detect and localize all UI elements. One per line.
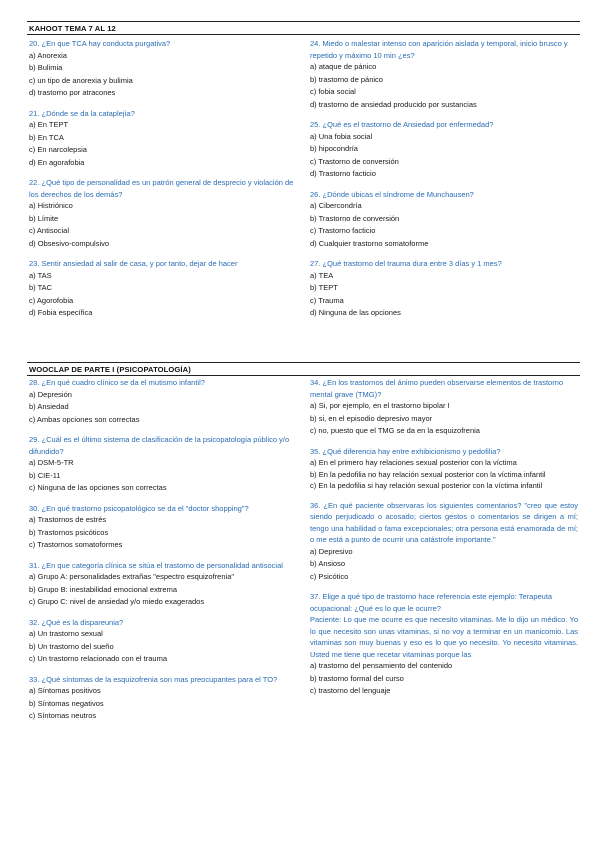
question-30 bbox=[29, 503, 297, 552]
question-text: 30. ¿En qué trastorno psicopatológico se da el "doctor shopping"? bbox=[29, 503, 249, 513]
option: c) trastorno del lenguaje bbox=[310, 686, 391, 695]
option: b) hipocondría bbox=[310, 144, 358, 153]
option: d) Obsesivo-compulsivo bbox=[29, 238, 110, 248]
option: c) Trastorno de conversión bbox=[310, 156, 399, 166]
question-23 bbox=[29, 258, 297, 320]
option: d) Ninguna de las opciones bbox=[310, 308, 401, 317]
question-36 bbox=[310, 500, 578, 584]
question-29 bbox=[29, 434, 297, 495]
option: a) Histriónico bbox=[29, 201, 73, 210]
option: a) Depresión bbox=[29, 389, 72, 399]
option: c) Trastorno facticio bbox=[310, 226, 376, 235]
question-text: 24. Miedo o malestar intenso con aparición aislada y temporal, inicio brusco y repetido y máximo 10 min ¿es? bbox=[310, 39, 568, 60]
section-title-wooclap: WOOCLAP DE PARTE I (PSICOPATOLOGÍA) bbox=[29, 365, 191, 374]
question-text: 31. ¿En que categoría clínica se sitúa el trastorno de personalidad antisocial bbox=[29, 560, 283, 570]
question-text: 37. Elige a qué tipo de trastorno hace referencia este ejemplo: Terapeuta ocupacional: ¿Qué es lo que le ocurre? bbox=[310, 592, 553, 613]
option: d) trastorno de ansiedad producido por sustancias bbox=[310, 99, 477, 109]
question-text: 25. ¿Qué es el trastorno de Ansiedad por enfermedad? bbox=[310, 120, 494, 129]
option: a) Una fobia social bbox=[310, 131, 373, 141]
question-text: 21. ¿Dónde se da la cataplejía? bbox=[29, 108, 135, 118]
option: a) ataque de pánico bbox=[310, 62, 377, 71]
option: a) Cibercondría bbox=[310, 201, 362, 210]
option: b) si, en el episodio depresivo mayor bbox=[310, 413, 433, 423]
question-28 bbox=[29, 377, 297, 426]
question-text: 32. ¿Qué es la dispareunia? bbox=[29, 617, 124, 627]
option: c) Antisocial bbox=[29, 226, 70, 235]
question-25 bbox=[310, 119, 578, 181]
question-20 bbox=[29, 38, 297, 100]
option: c) Grupo C: nivel de ansiedad y/o miedo exagerados bbox=[29, 597, 205, 606]
question-31 bbox=[29, 560, 297, 609]
option: b) trastorno de pánico bbox=[310, 74, 383, 84]
question-text: 36. ¿En qué paciente observaras los siguientes comentarios? "creo que estoy siendo perjudicado o acosado; ciertos gestos o comentarios se dirigen a mí; tengo una habilidad o fama excepcionales; otra persona está enamorada de mí; o me está a punto de ocurrir una catástrofe importante." bbox=[310, 500, 578, 544]
dialogue-text: Paciente: Lo que me ocurre es que necesito vitaminas. Me lo dijo un médico. Yo lo que necesito son unas vitaminas, si no voy a terminar en un manicomio. Las vitaminas son muy buenas y eso es lo que yo necesito. Yo necesito vitaminas. Usted me tiene que recetar vitaminas porque las bbox=[310, 615, 578, 659]
question-21 bbox=[29, 108, 297, 170]
question-26 bbox=[310, 189, 578, 251]
option: a) DSM-5-TR bbox=[29, 458, 74, 467]
option: c) Trauma bbox=[310, 295, 344, 305]
question-text: 28. ¿En qué cuadro clínico se da el mutismo infantil? bbox=[29, 378, 205, 387]
option: a) Síntomas positivos bbox=[29, 686, 101, 695]
question-text: 20. ¿En que TCA hay conducta purgativa? bbox=[29, 39, 171, 48]
option: b) Trastorno de conversión bbox=[310, 213, 400, 223]
option: b) En la pedofilia no hay relación sexual posterior con la víctima infantil bbox=[310, 469, 546, 479]
option: b) Síntomas negativos bbox=[29, 698, 104, 708]
question-24 bbox=[310, 38, 578, 111]
option: b) TAC bbox=[29, 283, 53, 292]
section2-right-column bbox=[310, 377, 578, 706]
option: c) Psicótico bbox=[310, 571, 349, 581]
option: a) Grupo A: personalidades extrañas "espectro esquizofrenia" bbox=[29, 572, 235, 581]
section2-left-column bbox=[29, 377, 297, 731]
option: c) En narcolepsia bbox=[29, 145, 87, 154]
option: a) Si, por ejemplo, en el trastorno bipolar I bbox=[310, 401, 450, 410]
option: c) Ninguna de las opciones son correctas bbox=[29, 483, 167, 492]
option: c) En la pedofilia si hay relación sexual posterior con la víctima infantil bbox=[310, 481, 543, 490]
section1-left-column bbox=[29, 38, 297, 328]
option: b) En TCA bbox=[29, 132, 64, 142]
option: c) no, puesto que el TMG se da en la esquizofrenia bbox=[310, 426, 480, 435]
option: b) Límite bbox=[29, 213, 59, 223]
section2-top-rule bbox=[27, 362, 580, 363]
option: d) Fobia específica bbox=[29, 308, 93, 317]
question-34 bbox=[310, 377, 578, 438]
question-32 bbox=[29, 617, 297, 666]
question-text: 29. ¿Cuál es el último sistema de clasificación de la psicopatología público y/o difundido? bbox=[29, 435, 290, 456]
option: b) Trastornos psicóticos bbox=[29, 527, 109, 537]
option: c) fobia social bbox=[310, 87, 356, 96]
option: c) un tipo de anorexia y bulimia bbox=[29, 75, 133, 85]
question-text: 34. ¿En los trastornos del ánimo pueden observarse elementos de trastorno mental grave (TMG)? bbox=[310, 378, 564, 399]
question-text: 33. ¿Qué síntomas de la esquizofrenia son mas preocupantes para el TO? bbox=[29, 674, 278, 684]
option: c) Agorofobia bbox=[29, 295, 74, 305]
option: b) Bulimia bbox=[29, 63, 63, 72]
option: b) TEPT bbox=[310, 283, 338, 292]
option: a) En TEPT bbox=[29, 120, 69, 129]
option: a) TAS bbox=[29, 270, 52, 280]
option: a) Trastornos de estrés bbox=[29, 515, 107, 524]
top-rule bbox=[27, 21, 580, 22]
question-text: 27. ¿Qué trastorno del trauma dura entre 3 días y 1 mes? bbox=[310, 259, 502, 268]
option: b) Ansioso bbox=[310, 559, 346, 568]
option: c) Síntomas neutros bbox=[29, 711, 97, 720]
question-text: 26. ¿Dónde ubicas el síndrome de Munchausen? bbox=[310, 189, 474, 199]
option: c) Un trastorno relacionado con el trauma bbox=[29, 654, 167, 663]
question-27 bbox=[310, 258, 578, 320]
option: b) Grupo B: inestabilidad emocional extrema bbox=[29, 584, 177, 594]
option: c) Trastornos somatoformes bbox=[29, 540, 123, 549]
option: a) TEA bbox=[310, 270, 334, 280]
option: b) CIE-11 bbox=[29, 470, 61, 480]
section2-underline bbox=[27, 375, 580, 376]
question-text: 23. Sentir ansiedad al salir de casa, y por tanto, dejar de hacer bbox=[29, 259, 238, 268]
option: b) Ansiedad bbox=[29, 402, 69, 411]
option: a) Anorexia bbox=[29, 50, 67, 60]
option: b) Un trastorno del sueño bbox=[29, 641, 114, 651]
option: a) Depresivo bbox=[310, 546, 353, 556]
question-22 bbox=[29, 177, 297, 250]
option: b) trastorno formal del curso bbox=[310, 673, 404, 683]
option: d) trastorno por atracones bbox=[29, 88, 116, 97]
section1-underline bbox=[27, 34, 580, 35]
question-37 bbox=[310, 591, 578, 698]
question-35 bbox=[310, 446, 578, 492]
option: d) Trastorno facticio bbox=[310, 169, 376, 178]
option: a) trastorno del pensamiento del contenido bbox=[310, 661, 453, 670]
option: c) Ambas opciones son correctas bbox=[29, 414, 140, 424]
section-title-kahoot: KAHOOT TEMA 7 AL 12 bbox=[29, 24, 116, 33]
option: d) Cualquier trastorno somatoforme bbox=[310, 238, 429, 248]
option: a) Un trastorno sexual bbox=[29, 629, 103, 638]
question-text: 35. ¿Qué diferencia hay entre exhibicionismo y pedofilia? bbox=[310, 446, 501, 456]
question-text: 22. ¿Qué tipo de personalidad es un patrón general de desprecio y violación de los derechos de los demás? bbox=[29, 178, 294, 199]
option: d) En agorafobia bbox=[29, 157, 85, 167]
option: a) En el primero hay relaciones sexual posterior con la víctima bbox=[310, 458, 517, 467]
section1-right-column bbox=[310, 38, 578, 328]
question-33 bbox=[29, 674, 297, 723]
